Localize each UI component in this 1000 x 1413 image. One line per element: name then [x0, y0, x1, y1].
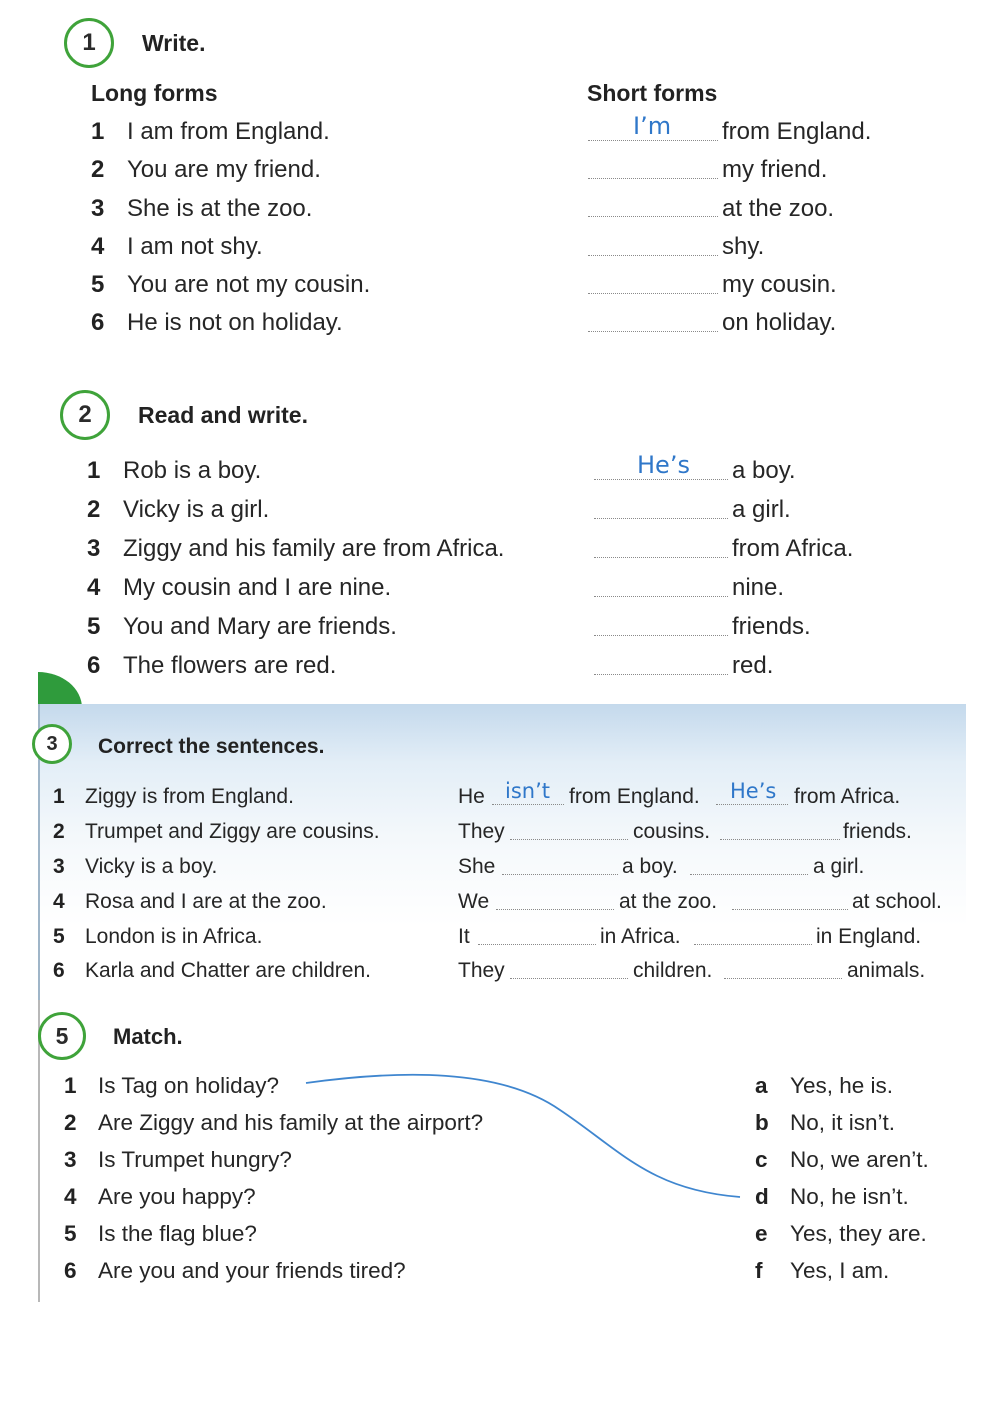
question-text[interactable]: Are you happy?: [98, 1184, 256, 1209]
sentence-ending: a boy.: [732, 457, 796, 484]
row-number: 2: [53, 820, 65, 843]
sentence: My cousin and I are nine.: [123, 574, 392, 601]
answer-letter: a: [755, 1073, 768, 1098]
sentence-subject: She: [458, 855, 496, 878]
answer-letter: b: [755, 1110, 769, 1135]
answer-letter: f: [755, 1258, 763, 1283]
row-number: 1: [91, 118, 105, 145]
exercise-title: Read and write.: [138, 402, 308, 428]
short-form-ending: at the zoo.: [722, 195, 835, 222]
answer-text[interactable]: Yes, he is.: [790, 1073, 893, 1098]
exercise-title: Write.: [142, 30, 206, 56]
sentence-subject: He: [458, 785, 485, 808]
sentence-ending: friends.: [732, 613, 811, 640]
wrong-sentence: London is in Africa.: [85, 925, 263, 948]
exercise-number-badge: 2: [60, 390, 110, 440]
answer-text[interactable]: No, we aren’t.: [790, 1147, 929, 1172]
sentence-subject: We: [458, 890, 490, 913]
sentence-subject: They: [458, 820, 505, 843]
exercise-number-badge: 3: [32, 724, 72, 764]
row-number: 4: [91, 233, 105, 260]
sentence-subject: They: [458, 959, 505, 982]
long-form-sentence: She is at the zoo.: [127, 195, 313, 222]
question-number: 2: [64, 1110, 77, 1135]
exercise-number-badge: 1: [64, 18, 114, 68]
sentence-middle: from England.: [569, 785, 700, 808]
wrong-sentence: Vicky is a boy.: [85, 855, 218, 878]
sentence: The flowers are red.: [123, 652, 337, 679]
short-form-ending: shy.: [722, 233, 765, 260]
long-form-sentence: He is not on holiday.: [127, 309, 343, 336]
long-form-sentence: You are my friend.: [127, 156, 321, 183]
sentence-end: friends.: [843, 820, 912, 843]
row-number: 3: [87, 535, 101, 562]
long-form-sentence: You are not my cousin.: [127, 271, 371, 298]
row-number: 4: [87, 574, 101, 601]
answer-text: He’s: [637, 451, 690, 479]
sentence: Vicky is a girl.: [123, 496, 270, 523]
answer-letter: e: [755, 1221, 768, 1246]
wrong-sentence: Karla and Chatter are children.: [85, 959, 371, 982]
answer-text[interactable]: No, he isn’t.: [790, 1184, 909, 1209]
answer-text-1: isn’t: [505, 779, 550, 803]
long-form-sentence: I am from England.: [127, 118, 330, 145]
exercise-title: Match.: [113, 1024, 183, 1049]
wrong-sentence: Ziggy is from England.: [85, 785, 294, 808]
row-number: 1: [53, 785, 65, 808]
row-number: 1: [87, 457, 101, 484]
question-number: 5: [64, 1221, 77, 1246]
sentence-ending: a girl.: [732, 496, 791, 523]
sentence-end: at school.: [852, 890, 942, 913]
exercise-number-badge: 5: [38, 1012, 86, 1060]
row-number: 5: [53, 925, 65, 948]
short-form-ending: my cousin.: [722, 271, 837, 298]
sentence-middle: at the zoo.: [619, 890, 718, 913]
column-header-long-forms: Long forms: [91, 80, 218, 106]
sentence-middle: a boy.: [622, 855, 678, 878]
sentence-end: a girl.: [813, 855, 865, 878]
answer-text-2: He’s: [730, 779, 777, 803]
row-number: 2: [87, 496, 101, 523]
row-number: 3: [91, 195, 105, 222]
row-number: 5: [91, 271, 105, 298]
sentence-middle: children.: [633, 959, 713, 982]
sentence-ending: nine.: [732, 574, 785, 601]
row-number: 6: [53, 959, 65, 982]
sentence: Ziggy and his family are from Africa.: [123, 535, 505, 562]
row-number: 4: [53, 890, 65, 913]
row-number: 6: [91, 309, 105, 336]
question-number: 1: [64, 1073, 77, 1098]
answer-text[interactable]: Yes, they are.: [790, 1221, 927, 1246]
sentence-middle: cousins.: [633, 820, 711, 843]
answer-text[interactable]: No, it isn’t.: [790, 1110, 896, 1135]
row-number: 5: [87, 613, 101, 640]
question-text[interactable]: Is Trumpet hungry?: [98, 1147, 292, 1172]
sentence-end: in England.: [816, 925, 922, 948]
sentence-end: from Africa.: [794, 785, 901, 808]
question-text[interactable]: Is the flag blue?: [98, 1221, 257, 1246]
sentence-subject: It: [458, 925, 470, 948]
row-number: 6: [87, 652, 101, 679]
wrong-sentence: Trumpet and Ziggy are cousins.: [85, 820, 380, 843]
answer-letter: c: [755, 1147, 768, 1172]
question-number: 3: [64, 1147, 77, 1172]
sentence-ending: red.: [732, 652, 774, 679]
answer-text[interactable]: Yes, I am.: [790, 1258, 890, 1283]
row-number: 2: [91, 156, 105, 183]
long-form-sentence: I am not shy.: [127, 233, 263, 260]
exercise-title: Correct the sentences.: [98, 735, 325, 758]
column-header-short-forms: Short forms: [587, 80, 718, 106]
answer-letter: d: [755, 1184, 769, 1209]
answer-text: I’m: [633, 112, 672, 140]
sentence-middle: in Africa.: [600, 925, 681, 948]
wrong-sentence: Rosa and I are at the zoo.: [85, 890, 327, 913]
sentence: You and Mary are friends.: [123, 613, 397, 640]
question-text[interactable]: Is Tag on holiday?: [98, 1073, 279, 1098]
short-form-ending: my friend.: [722, 156, 828, 183]
row-number: 3: [53, 855, 65, 878]
sentence-end: animals.: [847, 959, 926, 982]
question-number: 6: [64, 1258, 77, 1283]
sentence: Rob is a boy.: [123, 457, 262, 484]
question-text[interactable]: Are you and your friends tired?: [98, 1258, 406, 1283]
sentence-ending: from Africa.: [732, 535, 854, 562]
question-number: 4: [64, 1184, 77, 1209]
short-form-ending: from England.: [722, 118, 872, 145]
short-form-ending: on holiday.: [722, 309, 837, 336]
question-text[interactable]: Are Ziggy and his family at the airport?: [98, 1110, 484, 1135]
